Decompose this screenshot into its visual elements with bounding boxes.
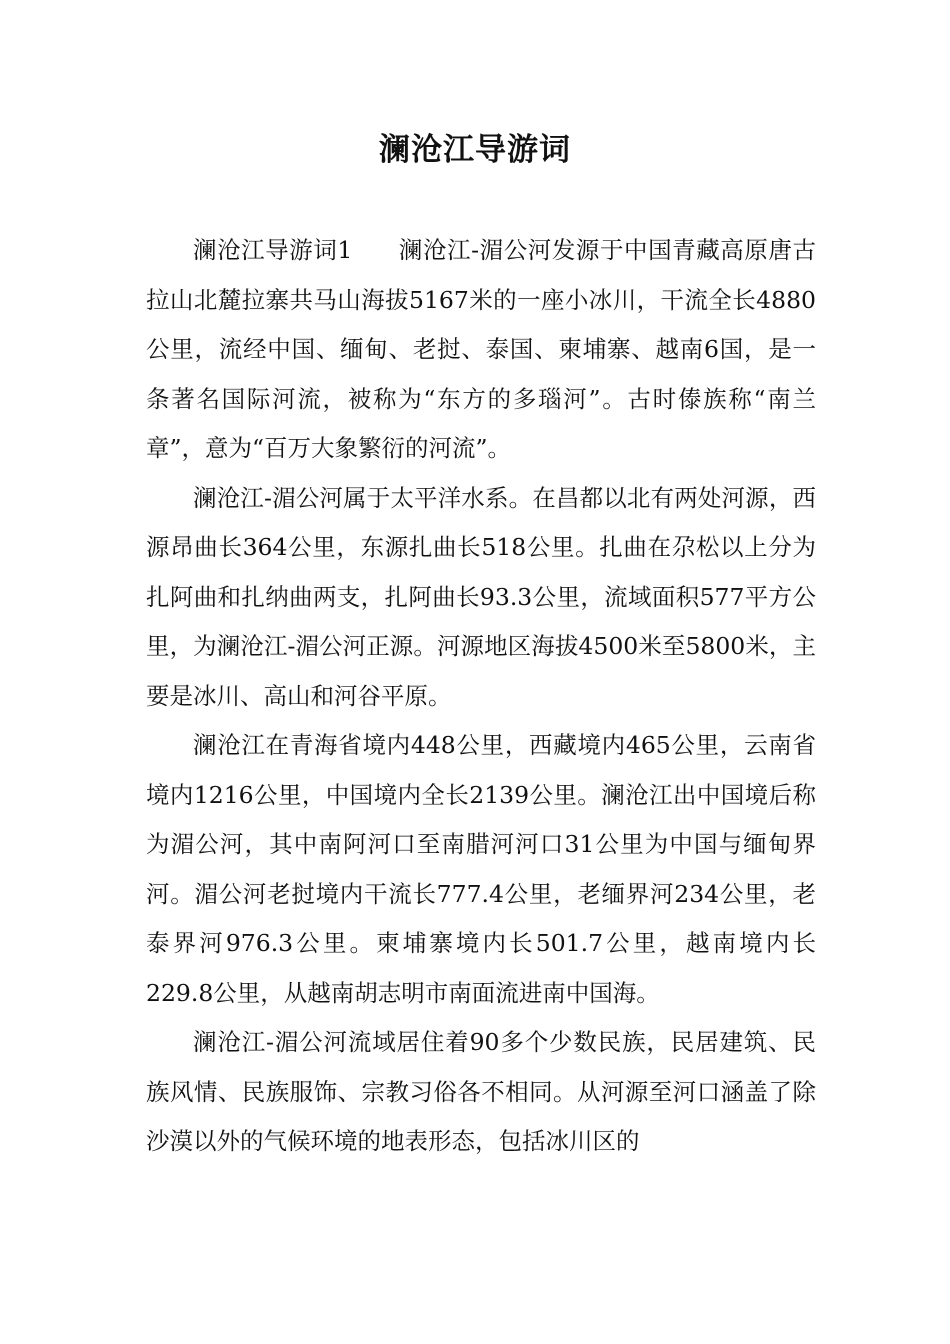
paragraph-2: 澜沧江-湄公河属于太平洋水系。在昌都以北有两处河源，西源昂曲长364公里，东源扎曲长518公里。扎曲在尕松以上分为扎阿曲和扎纳曲两支，扎阿曲长93.3公里，流域面积577平方公里，为澜沧江-湄公河正源。河源地区海拔4500米至5800米，主要是冰川、高山和河谷平原。 xyxy=(146,483,816,710)
paragraph-1-lead: 澜沧江导游词1 xyxy=(193,236,353,264)
paragraph-1 xyxy=(146,226,816,474)
paragraph-1-text: 澜沧江-湄公河发源于中国青藏高原唐古拉山北麓拉寨共马山海拔5167米的一座小冰川，干流全长4880公里，流经中国、缅甸、老挝、泰国、柬埔寨、越南6国，是一条著名国际河流，被称为“东方的多瑙河”。古时傣族称“南兰章”，意为“百万大象繁衍的河流”。 xyxy=(146,236,816,462)
document-body xyxy=(146,226,816,1167)
paragraph-3: 澜沧江在青海省境内448公里，西藏境内465公里，云南省境内1216公里，中国境内全长2139公里。澜沧江出中国境后称为湄公河，其中南阿河口至南腊河河口31公里为中国与缅甸界河。湄公河老挝境内干流长777.4公里，老缅界河234公里，老泰界河976.3公里。柬埔寨境内长501.7公里，越南境内长229.8公里，从越南胡志明市南面流进南中国海。 xyxy=(146,731,816,1007)
paragraph-4: 澜沧江-湄公河流域居住着90多个少数民族，民居建筑、民族风情、民族服饰、宗教习俗各不相同。从河源至河口涵盖了除沙漠以外的气候环境的地表形态，包括冰川区的 xyxy=(146,1028,816,1155)
document-title: 澜沧江导游词 xyxy=(379,132,571,168)
